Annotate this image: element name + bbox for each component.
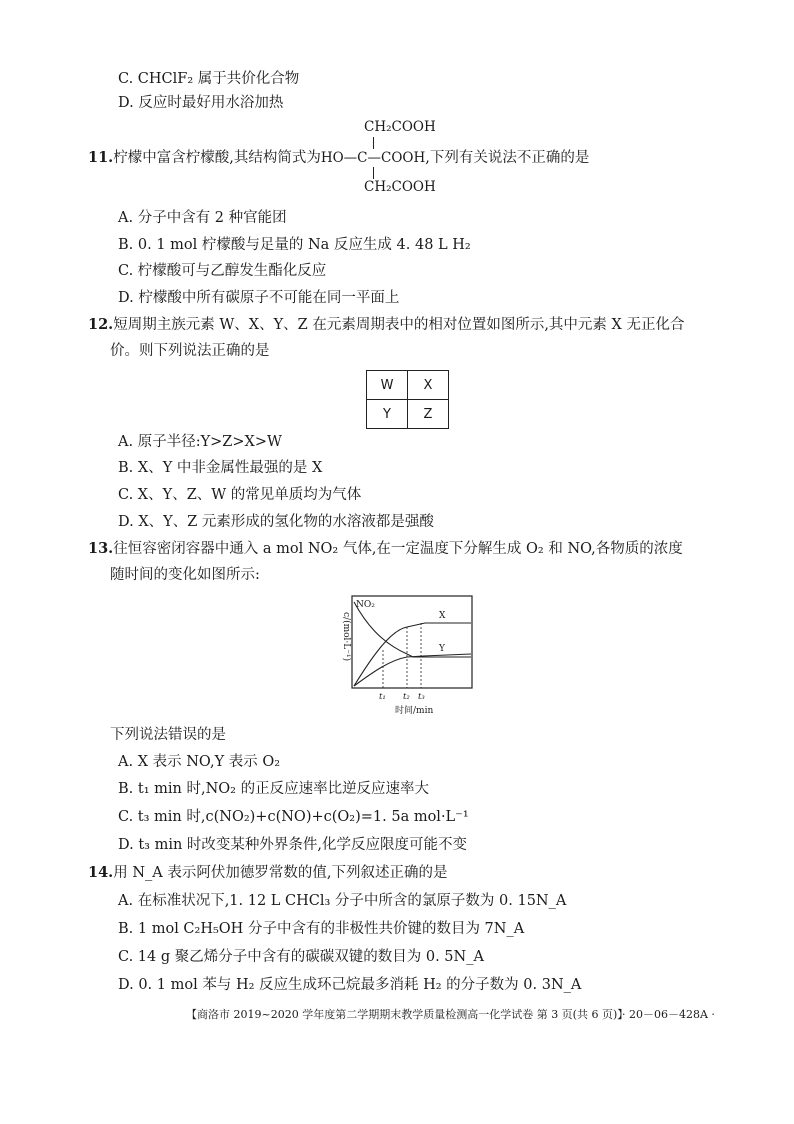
q13-number: 13.	[88, 540, 114, 557]
q10-option-c: C. CHClF₂ 属于共价化合物	[118, 71, 300, 87]
q12-option-d: D. X、Y、Z 元素形成的氢化物的水溶液都是强酸	[118, 514, 434, 530]
q13-option-a: A. X 表示 NO,Y 表示 O₂	[118, 754, 281, 770]
q14-stem-text: 用 N_A 表示阿伏加德罗常数的值,下列叙述正确的是	[113, 865, 448, 881]
q13-option-c: C. t₃ min 时,c(NO₂)+c(NO)+c(O₂)=1. 5a mol·L⁻¹	[118, 809, 469, 825]
q12-stem-line2: 价。则下列说法正确的是	[110, 343, 270, 359]
grid-cell-z: Z	[408, 400, 449, 429]
q13-question: 下列说法错误的是	[110, 727, 226, 743]
grid-cell-w: W	[367, 371, 408, 400]
q12-option-b: B. X、Y 中非金属性最强的是 X	[118, 460, 323, 476]
q11-option-d: D. 柠檬酸中所有碳原子不可能在同一平面上	[118, 290, 400, 306]
q12-option-c: C. X、Y、Z、W 的常见单质均为气体	[118, 487, 362, 503]
q12-option-a: A. 原子半径:Y>Z>X>W	[118, 434, 282, 450]
q14-option-d: D. 0. 1 mol 苯与 H₂ 反应生成环己烷最多消耗 H₂ 的分子数为 0. 3N_A	[118, 977, 582, 993]
q13-option-b: B. t₁ min 时,NO₂ 的正反应速率比逆反应速率大	[118, 781, 430, 797]
q13-stem-line1	[88, 540, 683, 558]
q11-option-a: A. 分子中含有 2 种官能团	[118, 210, 287, 226]
q13-option-d: D. t₃ min 时改变某种外界条件,化学反应限度可能不变	[118, 837, 468, 853]
q14-number: 14.	[88, 864, 114, 881]
q11-struct-top: CH₂COOH	[364, 119, 436, 135]
q11-stem-pre: 柠檬中富含柠檬酸,其结构简式为	[113, 150, 321, 166]
tick-t1: t₁	[379, 692, 386, 702]
q11-option-b: B. 0. 1 mol 柠檬酸与足量的 Na 反应生成 4. 48 L H₂	[118, 237, 471, 253]
q11-stem-post: ,下列有关说法不正确的是	[425, 150, 590, 166]
q12-stem-line1	[88, 316, 684, 334]
q11-struct-mid: HO—C—COOH	[320, 150, 426, 166]
tick-t2: t₂	[403, 692, 410, 702]
q12-number: 12.	[88, 316, 114, 333]
q13-stem-line2: 随时间的变化如图所示:	[110, 567, 260, 583]
q14-option-c: C. 14 g 聚乙烯分子中含有的碳碳双键的数目为 0. 5N_A	[118, 949, 484, 965]
q11-option-c: C. 柠檬酸可与乙醇发生酯化反应	[118, 263, 327, 279]
q11-struct-bond-up	[373, 137, 374, 149]
series-x-label: X	[439, 611, 446, 621]
series-y-label: Y	[439, 644, 445, 654]
q12-stem1: 短周期主族元素 W、X、Y、Z 在元素周期表中的相对位置如图所示,其中元素 X 无正化合	[113, 317, 685, 333]
concentration-time-chart	[335, 590, 475, 718]
y-axis-label: c/(mol·L⁻¹)	[341, 612, 351, 662]
q10-option-d: D. 反应时最好用水浴加热	[118, 95, 284, 111]
q14-option-b: B. 1 mol C₂H₅OH 分子中含有的非极性共价键的数目为 7N_A	[118, 921, 525, 937]
footer-left: 【商洛市 2019~2020 学年度第二学期期末教学质量检测高一化学试卷 第 3 页(共 6 页)】	[186, 1008, 629, 1021]
footer-right: · 20－06－428A ·	[622, 1008, 715, 1021]
series-no2-curve	[354, 602, 471, 657]
grid-cell-y: Y	[367, 400, 408, 429]
q11-stem	[88, 149, 589, 167]
x-axis-label: 时间/min	[395, 706, 434, 716]
series-no2-label: NO₂	[356, 600, 375, 610]
q14-option-a: A. 在标准状况下,1. 12 L CHCl₃ 分子中所含的氯原子数为 0. 15N_A	[118, 893, 567, 909]
grid-cell-x: X	[408, 371, 449, 400]
tick-t3: t₃	[418, 692, 425, 702]
q13-stem1: 往恒容密闭容器中通入 a mol NO₂ 气体,在一定温度下分解生成 O₂ 和 NO,各物质的浓度	[113, 541, 683, 557]
q11-struct-bottom: CH₂COOH	[364, 179, 436, 195]
q14-stem	[88, 864, 447, 882]
q11-number: 11.	[88, 149, 114, 166]
periodic-grid	[366, 370, 449, 429]
